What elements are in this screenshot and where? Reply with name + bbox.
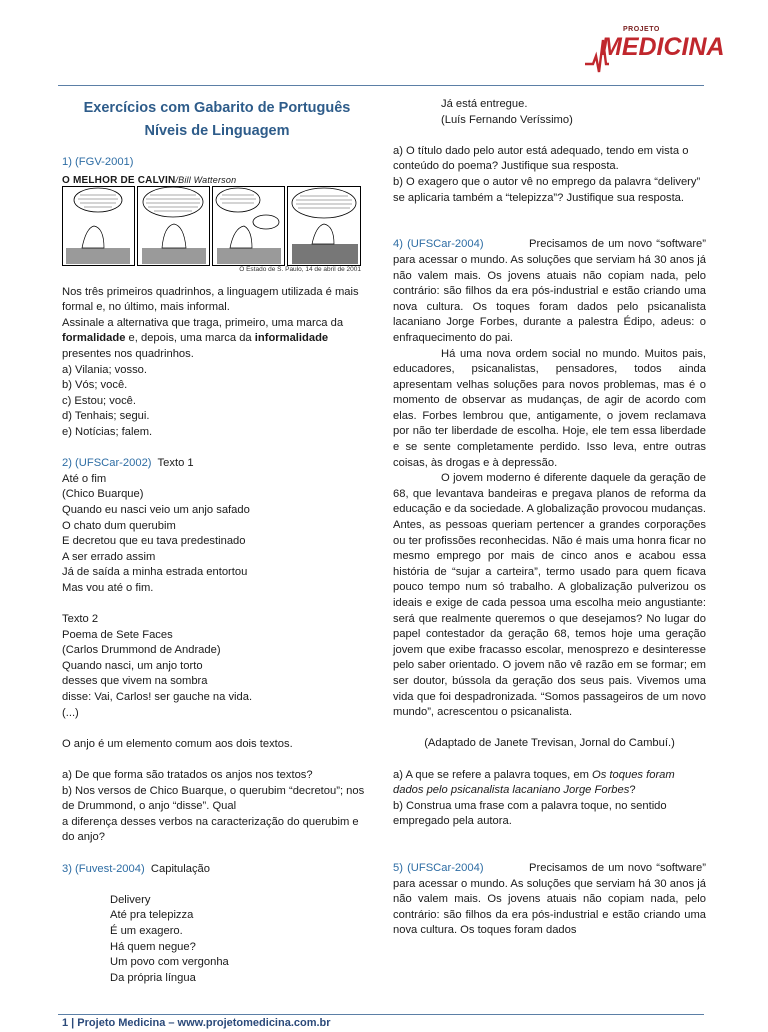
- comic-panels: [62, 186, 361, 266]
- q3-poem-end: Já está entregue.: [441, 98, 528, 110]
- q1-option-a: a) Vilania; vosso.: [62, 363, 147, 376]
- q4-source: (Adaptado de Janete Trevisan, Jornal do Cambuí.): [424, 737, 675, 750]
- header-rule: [58, 85, 704, 86]
- q4-paragraph-1: 4) (UFSCar-2004) Precisamos de um novo “software” para acessar o mundo. As soluções que serviam há 30 anos já não valem mais. Os jovens atuais não copiam nada, pelo contrário: são filhos da era pós-industrial e estão criando uma nova cultura. Os toques foram dados pelo psicanalista lacaniano Jorge Forbes, durante a palestra Édipo, adeus: o enfraquecimento do pai.: [393, 238, 706, 344]
- doc-title-line-1: Exercícios com Gabarito de Português: [83, 100, 351, 116]
- q1-ask: Assinale a alternativa que traga, primeiro, uma marca da formalidade e, depois, uma marca da informalidade: [62, 316, 344, 345]
- q2-text2-line: (...): [62, 706, 79, 719]
- projeto-medicina-logo: [585, 24, 725, 76]
- q2-text2-line: disse: Vai, Carlos! ser gauche na vida.: [62, 691, 253, 704]
- q2-text1-line: Já de saída a minha estrada entortou: [62, 566, 248, 579]
- comic-title: O MELHOR DE CALVIN/Bill Watterson: [62, 174, 237, 186]
- q3-question-b: b) O exagero que o autor vê no emprego da palavra “delivery” se aplicaria também a “telepizza”? Justifique sua resposta.: [393, 175, 701, 204]
- q2-text1-line: Até o fim: [62, 472, 107, 485]
- q2-text1-line: Mas vou até o fim.: [62, 581, 154, 594]
- comic-credit: O Estado de S. Paulo, 14 de abril de 2001: [239, 265, 361, 273]
- q2-text2-line: (Carlos Drummond de Andrade): [62, 644, 221, 657]
- q2-text2-line: Texto 2: [62, 613, 99, 626]
- q2-text1-line: E decretou que eu tava predestinado: [62, 535, 246, 548]
- q1-intro: Nos três primeiros quadrinhos, a linguagem utilizada é mais formal e, no último, mais informal.: [62, 285, 359, 314]
- q2-statement: O anjo é um elemento comum aos dois textos.: [62, 737, 293, 750]
- logo-top: PROJETO: [623, 26, 660, 33]
- q3-poem-line: Há quem negue?: [110, 940, 196, 953]
- q3-poem-line: Um povo com vergonha: [110, 956, 229, 969]
- q3-poem-line: É um exagero.: [110, 924, 183, 937]
- q2-text2-line: Quando nasci, um anjo torto: [62, 659, 203, 672]
- q4-question-a: a) A que se refere a palavra toques, em Os toques foram dados pelo psicanalista lacaniano Jorge Forbes?: [393, 768, 675, 797]
- q1-heading: 1) (FGV-2001): [62, 156, 134, 168]
- q3-author: (Luís Fernando Veríssimo): [441, 113, 573, 126]
- q1-option-d: d) Tenhais; segui.: [62, 410, 150, 423]
- q3-question-a: a) O título dado pelo autor está adequado, tendo em vista o conteúdo do poema? Justifique sua resposta.: [393, 144, 689, 173]
- q2-text1-line: O chato dum querubim: [62, 519, 176, 532]
- q2-text2-line: desses que vivem na sombra: [62, 675, 208, 688]
- q2-question-b: b) Nos versos de Chico Buarque, o querubim “decretou”; nos de Drummond, o anjo “disse”. Qual: [62, 784, 365, 813]
- q2-text1-line: Quando eu nasci veio um anjo safado: [62, 503, 250, 516]
- right-column: [393, 97, 706, 939]
- q2-text1-line: (Chico Buarque): [62, 488, 144, 501]
- q2-question-a: a) De que forma são tratados os anjos nos textos?: [62, 769, 313, 781]
- q2-text1-line: A ser errado assim: [62, 550, 156, 563]
- q2-text2-line: Poema de Sete Faces: [62, 628, 173, 641]
- q3-poem-line: Da própria língua: [110, 971, 196, 984]
- calvin-comic: [62, 173, 361, 277]
- q3-heading: 3) (Fuvest-2004) Capitulação: [62, 862, 211, 875]
- left-column: [62, 97, 372, 986]
- footer-rule: [58, 1014, 704, 1015]
- q2-question-b-cont: a diferença desses verbos na caracterização do querubim e do anjo?: [62, 815, 359, 844]
- q2-heading: 2) (UFSCar-2002) Texto 1: [62, 457, 194, 470]
- q1-ask-end: presentes nos quadrinhos.: [62, 347, 194, 360]
- q3-poem-line: Até pra telepizza: [110, 909, 194, 922]
- page-footer: 1 | Projeto Medicina – www.projetomedicina.com.br: [62, 1017, 331, 1029]
- q1-option-c: c) Estou; você.: [62, 394, 136, 407]
- doc-title-line-2: Níveis de Linguagem: [144, 123, 290, 139]
- q4-paragraph-2: Há uma nova ordem social no mundo. Muitos pais, educadores, psicanalistas, pensadores, todos ainda apresentam velhas soluções para novos problemas, mas é o momento de observar as mudanças, de agir de acordo com elas. Forbes lembrou que, antigamente, o jovem reclamava por não ter liberdade de escolha. Hoje, ele tem essa liberdade e se sente completamente perdido. Isso leva, entre outras coisas, às drogas e à depressão.: [393, 347, 706, 469]
- q1-option-e: e) Notícias; falem.: [62, 425, 153, 438]
- q4-question-b: b) Construa uma frase com a palavra toque, no sentido empregado pela autora.: [393, 799, 667, 828]
- q1-option-b: b) Vós; você.: [62, 379, 128, 392]
- q3-poem-line: Delivery: [110, 893, 151, 906]
- q4-paragraph-3: O jovem moderno é diferente daquele da geração de 68, que levantava bandeiras e pregava planos de reforma da educação e da sociedade. A globalização provocou mudanças. Antes, as pessoas queriam pertencer a grandes corporações ou ter profissões reconhecidas. Não é mais uma honra ficar no mesmo emprego por mais de cinco anos e acabou essa história de “sujar a carteira”, termo usado para quem ficava pouco tempo num só trabalho. A globalização pulverizou os ideais e exige de cada pessoa uma escolha meio angustiante: será que realmente queremos o que desejamos? No lugar do papel contestador da geração 68, temos hoje uma geração jovem que exibe fracasso escolar, menosprezo e desinteresse pelo saber orientado. O jovem não vê razão em se formar; em ser doutor, bússola da geração dos seus pais. Vivemos uma vida que foi despadronizada. “Somos passageiros de um novo mundo”, acrescentou o psicanalista.: [393, 472, 706, 719]
- logo-name: MEDICINA: [601, 33, 725, 61]
- q5-paragraph-1: 5) (UFSCar-2004) Precisamos de um novo “software” para acessar o mundo. As soluções que serviam há 30 anos já não valem mais. Os jovens atuais não copiam nada, pelo contrário: são filhos da era pós-industrial e estão criando uma nova cultura. Os toques foram dados: [393, 862, 706, 937]
